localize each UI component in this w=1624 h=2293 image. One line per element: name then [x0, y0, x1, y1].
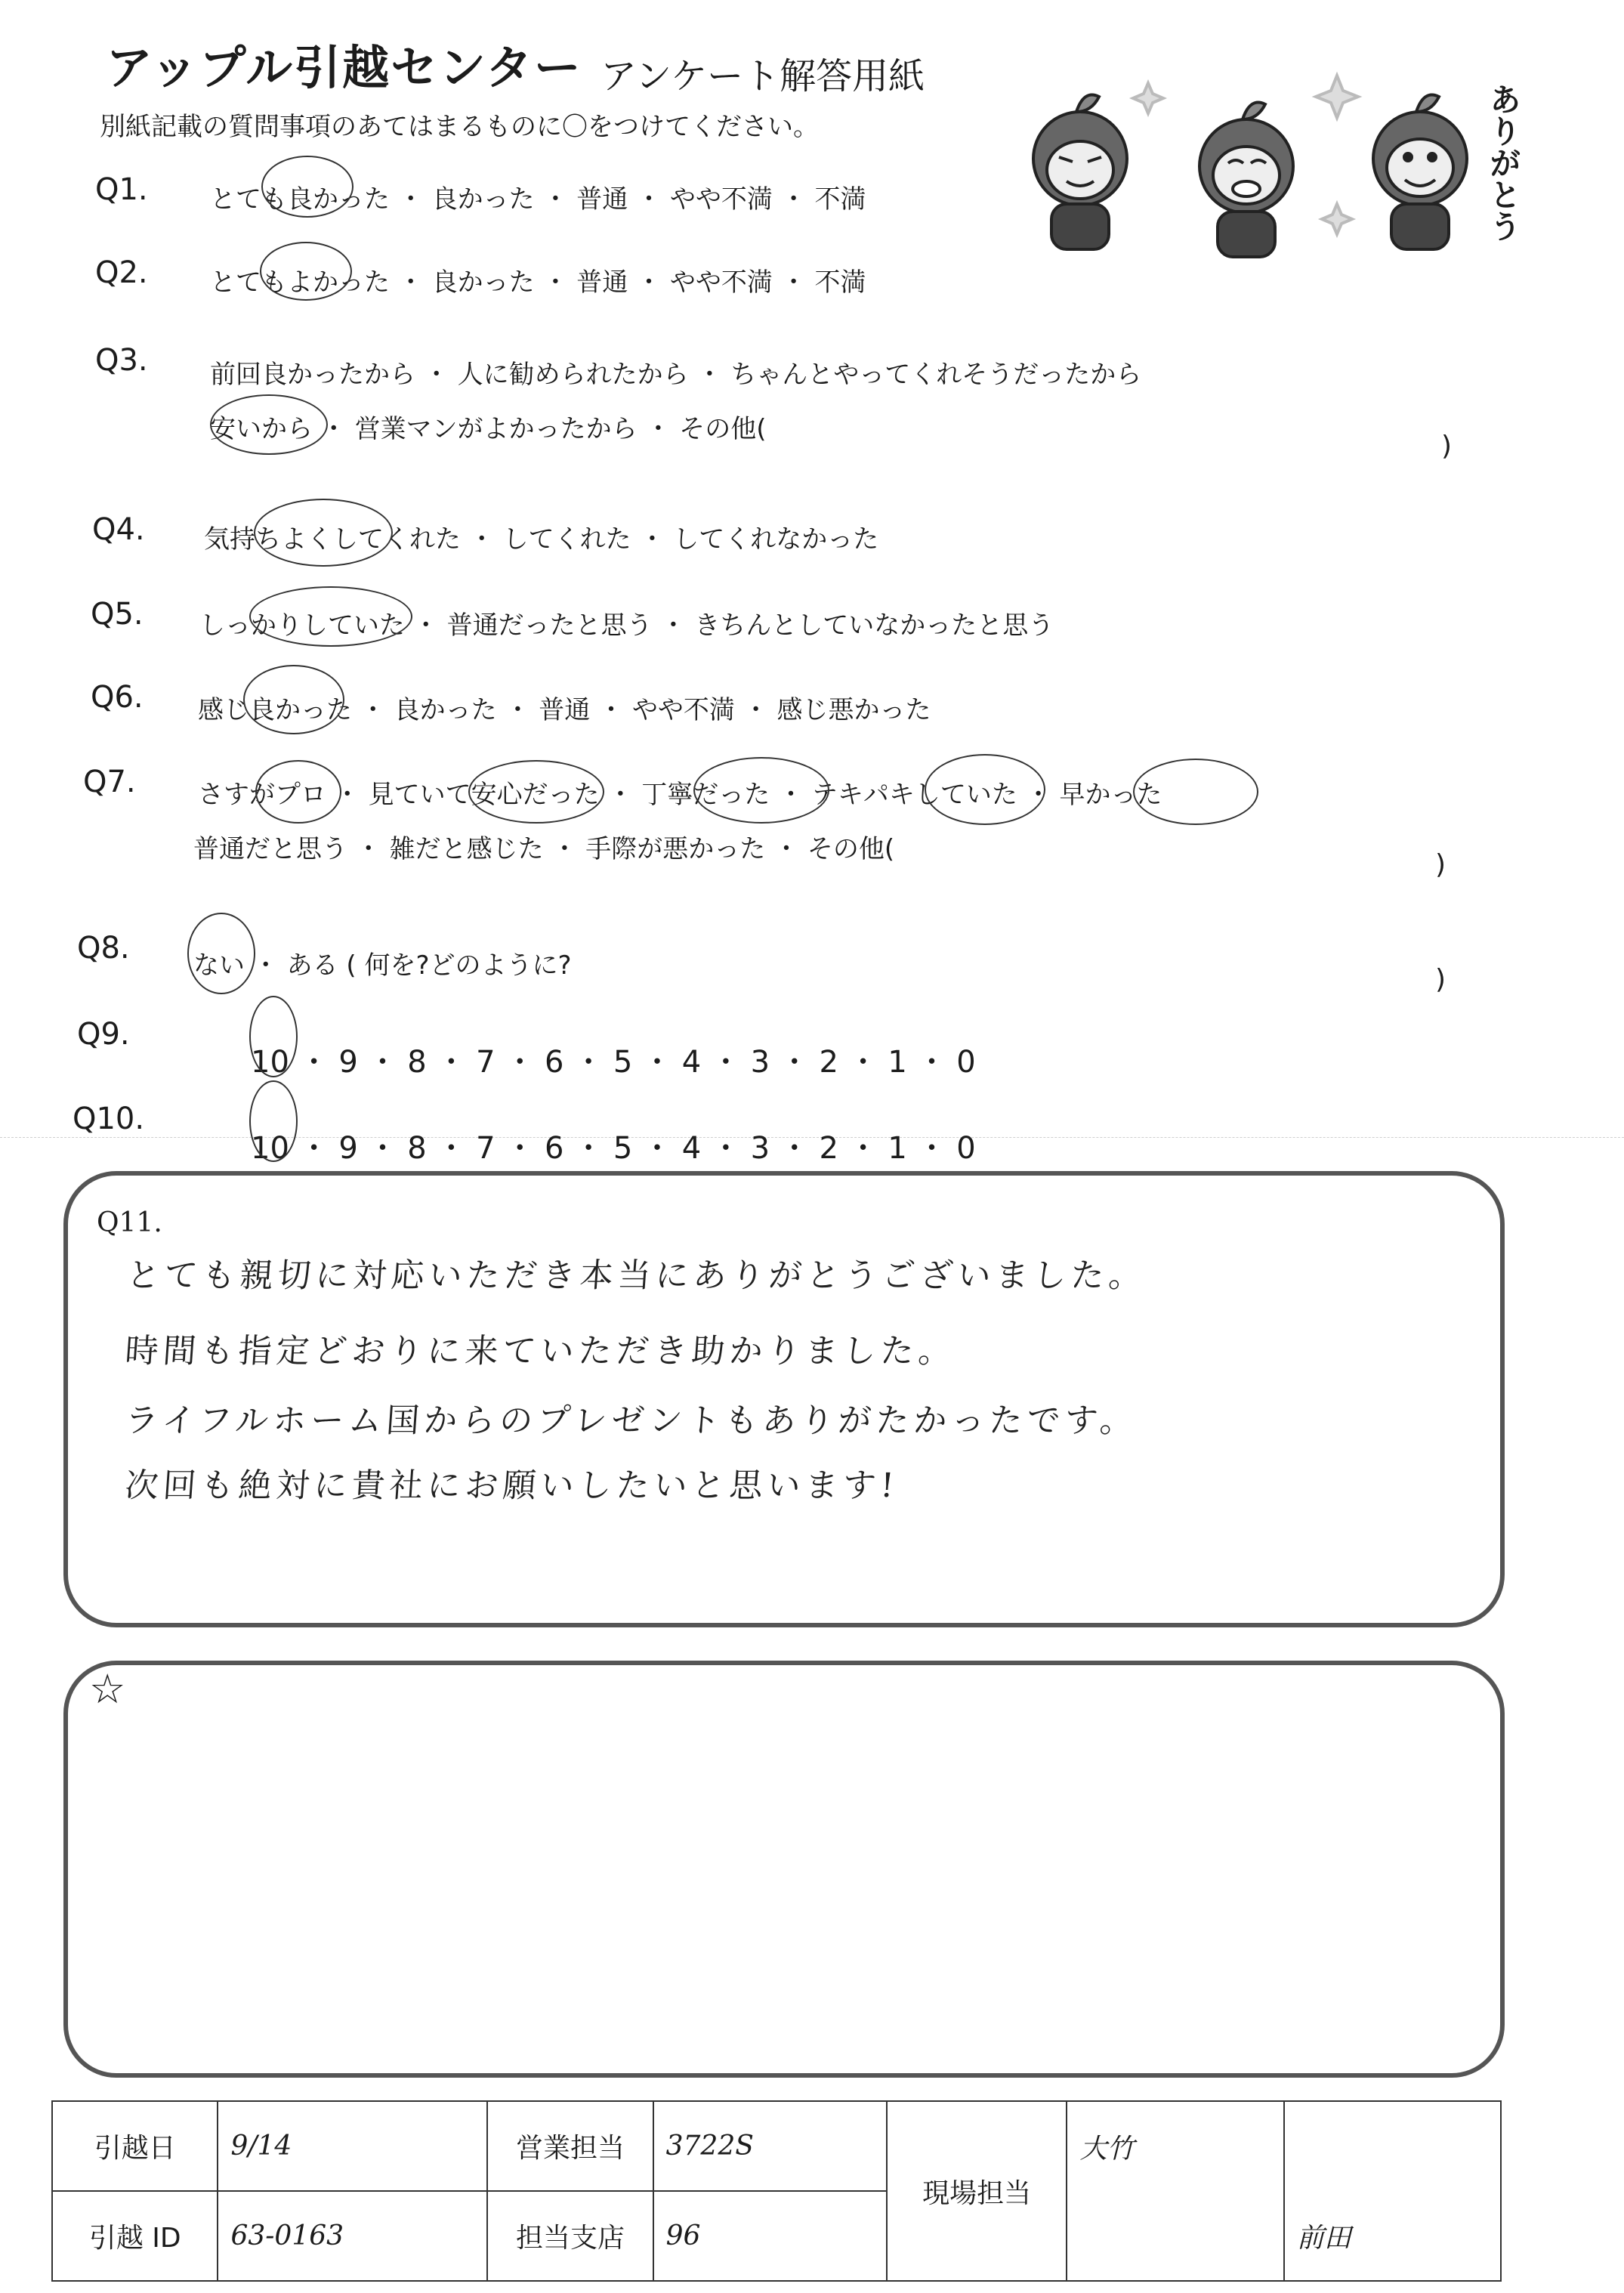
star-comment-box [63, 1661, 1505, 2078]
move-id-value: 63-0163 [218, 2191, 487, 2281]
branch-label: 担当支店 [487, 2191, 653, 2281]
q4-answer-circle [254, 499, 393, 567]
q8-label: Q8. [77, 931, 130, 966]
q11-comment-line-2: 時間も指定どおりに来ていただき助かりました。 [123, 1332, 958, 1371]
q2-answer-circle [260, 242, 352, 301]
site-staff-empty [1284, 2101, 1501, 2191]
info-table [51, 2100, 1502, 2282]
q11-comment-line-3: ライフルホーム国からのプレゼントもありがたかったです。 [123, 1401, 1139, 1440]
q4-options: 気持ちよくしてくれた ・ してくれた ・ してくれなかった [204, 524, 879, 555]
q9-answer-circle [249, 996, 298, 1077]
q5-label: Q5. [91, 597, 144, 632]
sales-value: 3722S [653, 2101, 887, 2191]
move-date-value: 9/14 [218, 2101, 487, 2191]
q7-options-line1: さすがプロ ・ 見ていて安心だった ・ 丁寧だった ・ テキパキしていた ・ 早かった [198, 780, 1162, 810]
q4-label: Q4. [92, 512, 145, 547]
q11-comment-line-1: とても親切に対応いただき本当にありがとうございました。 [125, 1256, 1148, 1295]
move-date-label: 引越日 [52, 2101, 218, 2191]
q3-label: Q3. [95, 343, 148, 378]
q7-circle-anshin [468, 760, 604, 824]
q7-options-line2: 普通だと思う ・ 雑だと感じた ・ 手際が悪かった ・ その他( [193, 834, 895, 864]
q3-options-line2: 安いから ・ 営業マンがよかったから ・ その他( [210, 414, 767, 444]
q1-options: とても良かった ・ 良かった ・ 普通 ・ やや不満 ・ 不満 [210, 184, 866, 215]
q7-circle-pro [255, 760, 341, 824]
q7-circle-teinei [693, 757, 829, 824]
q6-label: Q6. [91, 680, 144, 715]
company-name: アップル引越センター [106, 40, 582, 95]
q6-options: 感じ良かった ・ 良かった ・ 普通 ・ やや不満 ・ 感じ悪かった [198, 695, 931, 725]
q9-label: Q9. [77, 1017, 130, 1052]
form-title: アンケート解答用紙 [601, 55, 925, 97]
q5-answer-circle [249, 586, 412, 647]
sales-label: 営業担当 [487, 2101, 653, 2191]
site-label: 現場担当 [887, 2101, 1067, 2281]
q8-answer-circle [187, 913, 255, 994]
monkey-mascots-illustration [997, 53, 1518, 264]
q2-label: Q2. [95, 255, 148, 290]
thanks-text: ありがとう [1485, 83, 1522, 242]
q7-circle-tekipaki [925, 754, 1045, 825]
q8-options: ない ・ ある ( 何を?どのように? [193, 950, 572, 981]
q10-options: 10 ・ 9 ・ 8 ・ 7 ・ 6 ・ 5 ・ 4 ・ 3 ・ 2 ・ 1 ・ 0 [251, 1131, 976, 1166]
q11-comment-line-4: 次回も絶対に貴社にお願いしたいと思います! [123, 1466, 900, 1505]
q7-close-paren: ) [1435, 849, 1446, 880]
q10-label: Q10. [73, 1102, 145, 1136]
q8-close-paren: ) [1435, 964, 1446, 995]
branch-value: 96 [653, 2191, 887, 2281]
instruction-text: 別紙記載の質問事項のあてはまるものに〇をつけてください。 [100, 112, 819, 142]
q3-options-line1: 前回良かったから ・ 人に勧められたから ・ ちゃんとやってくれそうだったから [210, 360, 1142, 390]
q7-circle-hayakatta [1133, 759, 1258, 825]
site-staff-1: 大竹 [1067, 2101, 1283, 2191]
site-staff-2: 前田 [1284, 2191, 1501, 2281]
q11-label: Q11. [97, 1207, 162, 1238]
q6-answer-circle [243, 665, 344, 734]
q1-answer-circle [261, 156, 354, 218]
q3-answer-circle [210, 394, 328, 455]
q1-label: Q1. [95, 172, 148, 207]
move-id-label: 引越 ID [52, 2191, 218, 2281]
q5-options: しっかりしていた ・ 普通だったと思う ・ きちんとしていなかったと思う [199, 610, 1054, 641]
q9-options: 10 ・ 9 ・ 8 ・ 7 ・ 6 ・ 5 ・ 4 ・ 3 ・ 2 ・ 1 ・ 0 [251, 1045, 976, 1080]
star-icon: ☆ [89, 1665, 126, 1713]
q7-label: Q7. [83, 765, 136, 799]
site-staff-empty-2 [1067, 2191, 1283, 2281]
q2-options: とてもよかった ・ 良かった ・ 普通 ・ やや不満 ・ 不満 [210, 267, 866, 298]
q10-answer-circle [249, 1080, 298, 1162]
q3-close-paren: ) [1441, 431, 1453, 462]
